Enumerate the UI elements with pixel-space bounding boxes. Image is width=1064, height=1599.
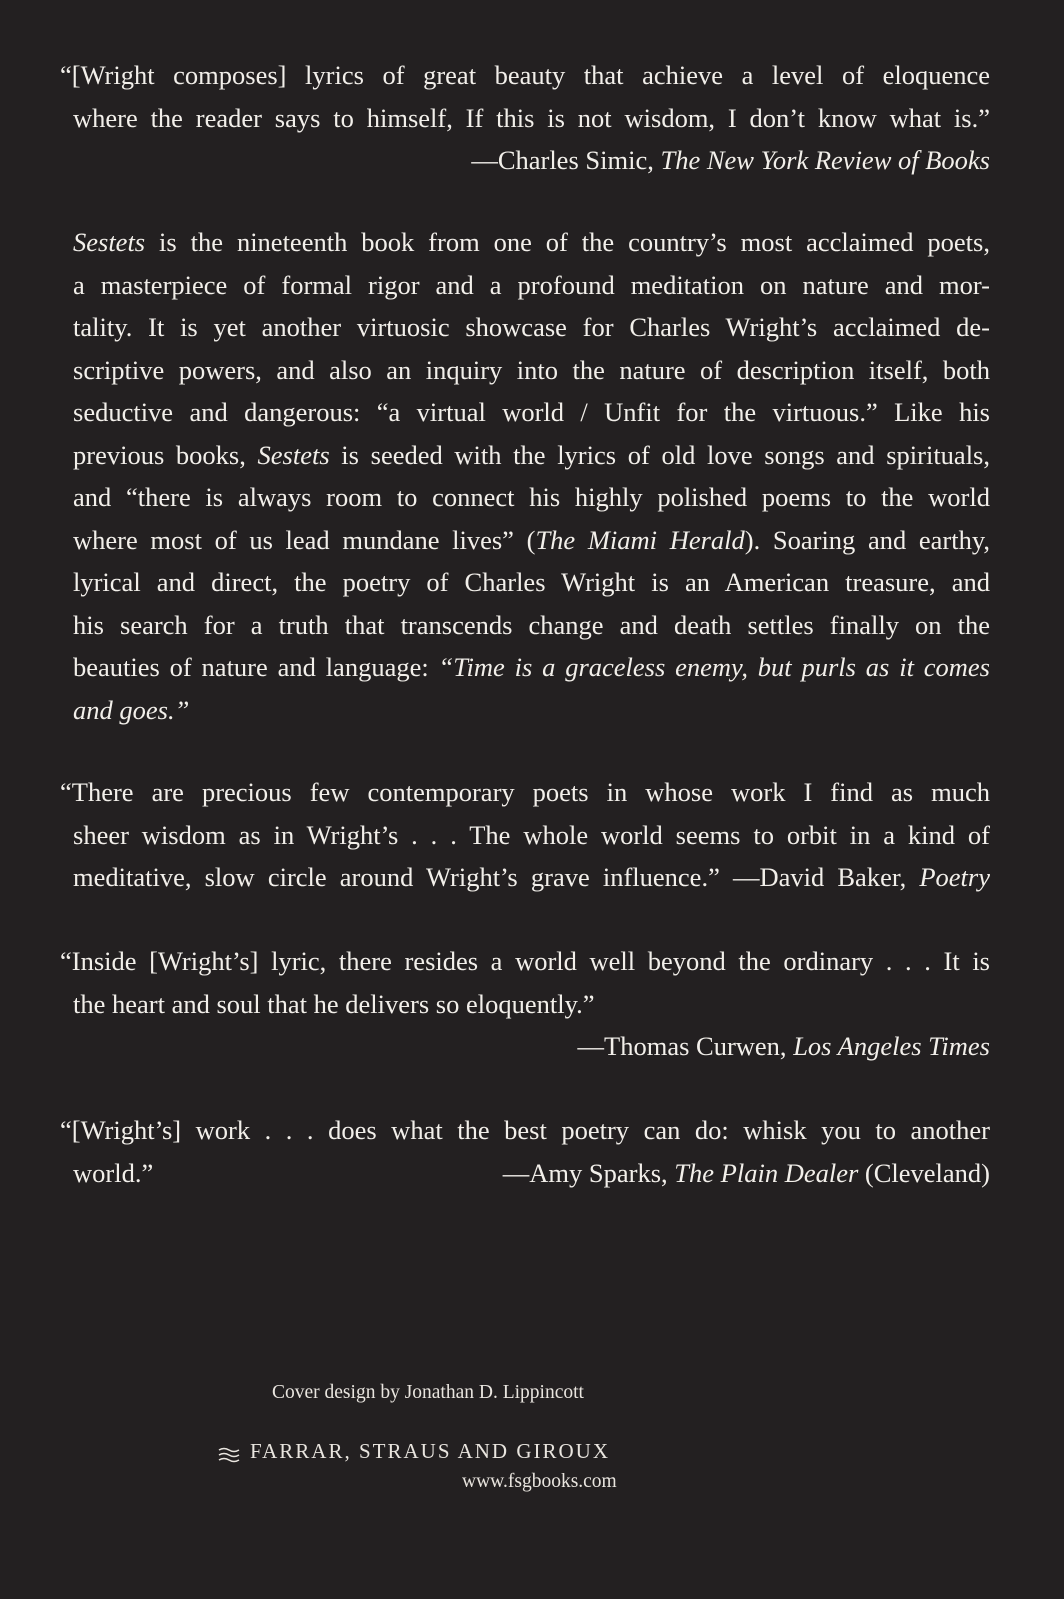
fsg-fish-logo-icon bbox=[218, 1444, 240, 1460]
quote-attribution bbox=[503, 1152, 990, 1195]
description-line: his search for a truth that transcends change and death settles finally on the bbox=[73, 609, 990, 640]
description-line: tality. It is yet another virtuosic showcase for Charles Wright’s acclaimed de- bbox=[73, 312, 990, 342]
quote-curwen bbox=[60, 940, 990, 1068]
cover-design-credit: Cover design by Jonathan D. Lippincott bbox=[272, 1382, 584, 1403]
publisher-name: FARRAR, STRAUS AND GIROUX bbox=[250, 1439, 610, 1463]
quote-line: “There are precious few contemporary poets in whose work I find as much bbox=[60, 777, 990, 807]
poem-quote: and goes.” bbox=[73, 694, 190, 725]
description-line: seductive and dangerous: “a virtual world / Unfit for the virtuous.” Like his bbox=[73, 397, 990, 427]
quote-line: meditative, slow circle around Wright’s grave influence.” —David Baker, Poetry bbox=[73, 862, 990, 892]
description-line: beauties of nature and language: “Time is a graceless enemy, but purls as it comes bbox=[73, 652, 990, 682]
quote-line: where the reader says to himself, If this is not wisdom, I don’t know what is.” bbox=[73, 102, 990, 133]
attribution-source: The Plain Dealer bbox=[674, 1157, 859, 1188]
attribution-name: —Charles Simic, bbox=[471, 145, 661, 175]
book-title: Sestets bbox=[257, 439, 330, 470]
quote-sparks bbox=[60, 1109, 990, 1194]
description-line: a masterpiece of formal rigor and a profound meditation on nature and mor- bbox=[73, 269, 990, 300]
attribution-source: The New York Review of Books bbox=[660, 145, 990, 175]
book-title: Sestets bbox=[73, 227, 146, 257]
publisher-imprint bbox=[218, 1439, 610, 1464]
description-line: and “there is always room to connect his highly polished poems to the world bbox=[73, 482, 990, 512]
source-title: The Miami Herald bbox=[535, 524, 745, 555]
attribution-source: Poetry bbox=[919, 862, 990, 892]
description-line bbox=[73, 689, 990, 732]
quote-line: world.” —Amy Sparks, The Plain Dealer (Cleveland) bbox=[60, 1152, 990, 1195]
description-line: where most of us lead mundane lives” (The Miami Herald). Soaring and earthy, bbox=[73, 524, 991, 555]
quote-line: “[Wright composes] lyrics of great beauty that achieve a level of eloquence bbox=[60, 60, 990, 90]
attribution-source: Los Angeles Times bbox=[793, 1031, 990, 1061]
description-line: previous books, Sestets is seeded with the lyrics of old love songs and spirituals, bbox=[73, 439, 990, 470]
publisher-url[interactable]: www.fsgbooks.com bbox=[462, 1471, 617, 1492]
quote-baker bbox=[60, 771, 990, 899]
book-description bbox=[73, 221, 990, 731]
quote-simic bbox=[60, 54, 990, 182]
poem-quote: “Time is a graceless enemy, but purls as it comes bbox=[438, 652, 990, 682]
description-line: Sestets is the nineteenth book from one of the country’s most acclaimed poets, bbox=[73, 227, 990, 257]
quote-line: “Inside [Wright’s] lyric, there resides a world well beyond the ordinary . . . It is bbox=[60, 946, 990, 976]
quote-attribution bbox=[60, 139, 990, 182]
quote-line: sheer wisdom as in Wright’s . . . The whole world seems to orbit in a kind of bbox=[73, 819, 990, 850]
description-line: scriptive powers, and also an inquiry into the nature of description itself, both bbox=[73, 354, 990, 385]
attribution-name: —Thomas Curwen, bbox=[577, 1031, 794, 1061]
description-line: lyrical and direct, the poetry of Charles Wright is an American treasure, and bbox=[73, 567, 990, 597]
quote-line: “[Wright’s] work . . . does what the best poetry can do: whisk you to another bbox=[60, 1115, 990, 1145]
attribution-name: —Amy Sparks, bbox=[502, 1157, 675, 1188]
quote-line: the heart and soul that he delivers so eloquently.” bbox=[73, 988, 595, 1019]
quote-attribution bbox=[60, 1025, 990, 1068]
attribution-place: (Cleveland) bbox=[858, 1157, 990, 1188]
